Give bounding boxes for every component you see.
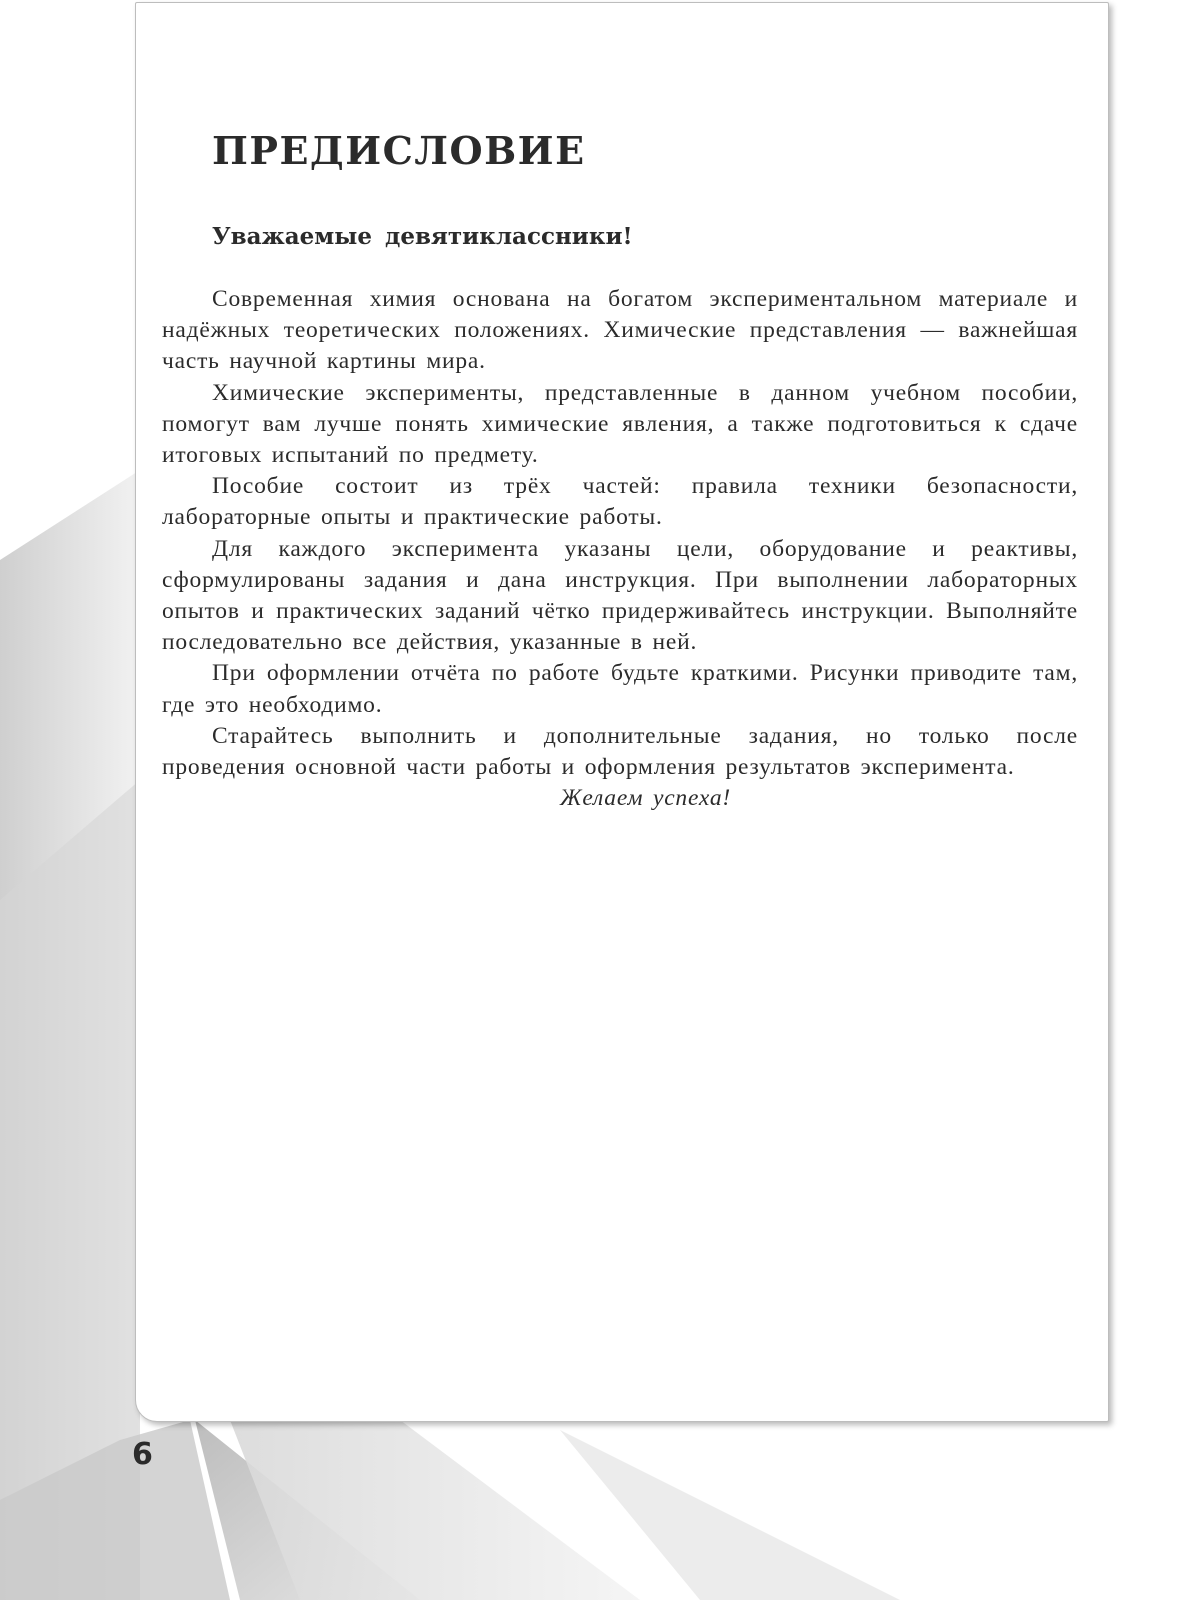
paragraph: Пособие состоит из трёх частей: правила техники безопасности, лабораторные опыты и практические работы.	[162, 473, 1078, 531]
signoff: Желаем успеха!	[560, 785, 732, 812]
paragraph: При оформлении отчёта по работе будьте краткими. Рисунки приводите там, где это необходимо.	[162, 660, 1078, 718]
greeting-heading: Уважаемые девятиклассники!	[212, 223, 633, 250]
page-title: ПРЕДИСЛОВИЕ	[212, 128, 586, 173]
paragraph: Современная химия основана на богатом экспериментальном материале и надёжных теоретических положениях. Химические представления — важнейшая часть научной картины мира.	[162, 286, 1078, 375]
paragraph: Химические эксперименты, представленные в данном учебном пособии, помогут вам лучше понять химические явления, а также подготовиться к сдаче итоговых испытаний по предмету.	[162, 379, 1078, 469]
paragraph: Старайтесь выполнить и дополнительные задания, но только после проведения основной части работы и оформления результатов эксперимента.	[162, 722, 1078, 781]
paragraph: Для каждого эксперимента указаны цели, оборудование и реактивы, сформулированы задания и дана инструкция. При выполнении лабораторных опытов и практических заданий чётко придерживайтесь инструкции. Выполняйте последовательно все действия, указанные в ней.	[162, 535, 1078, 656]
page-number: 6	[132, 1437, 153, 1472]
preface-body	[162, 284, 1078, 814]
